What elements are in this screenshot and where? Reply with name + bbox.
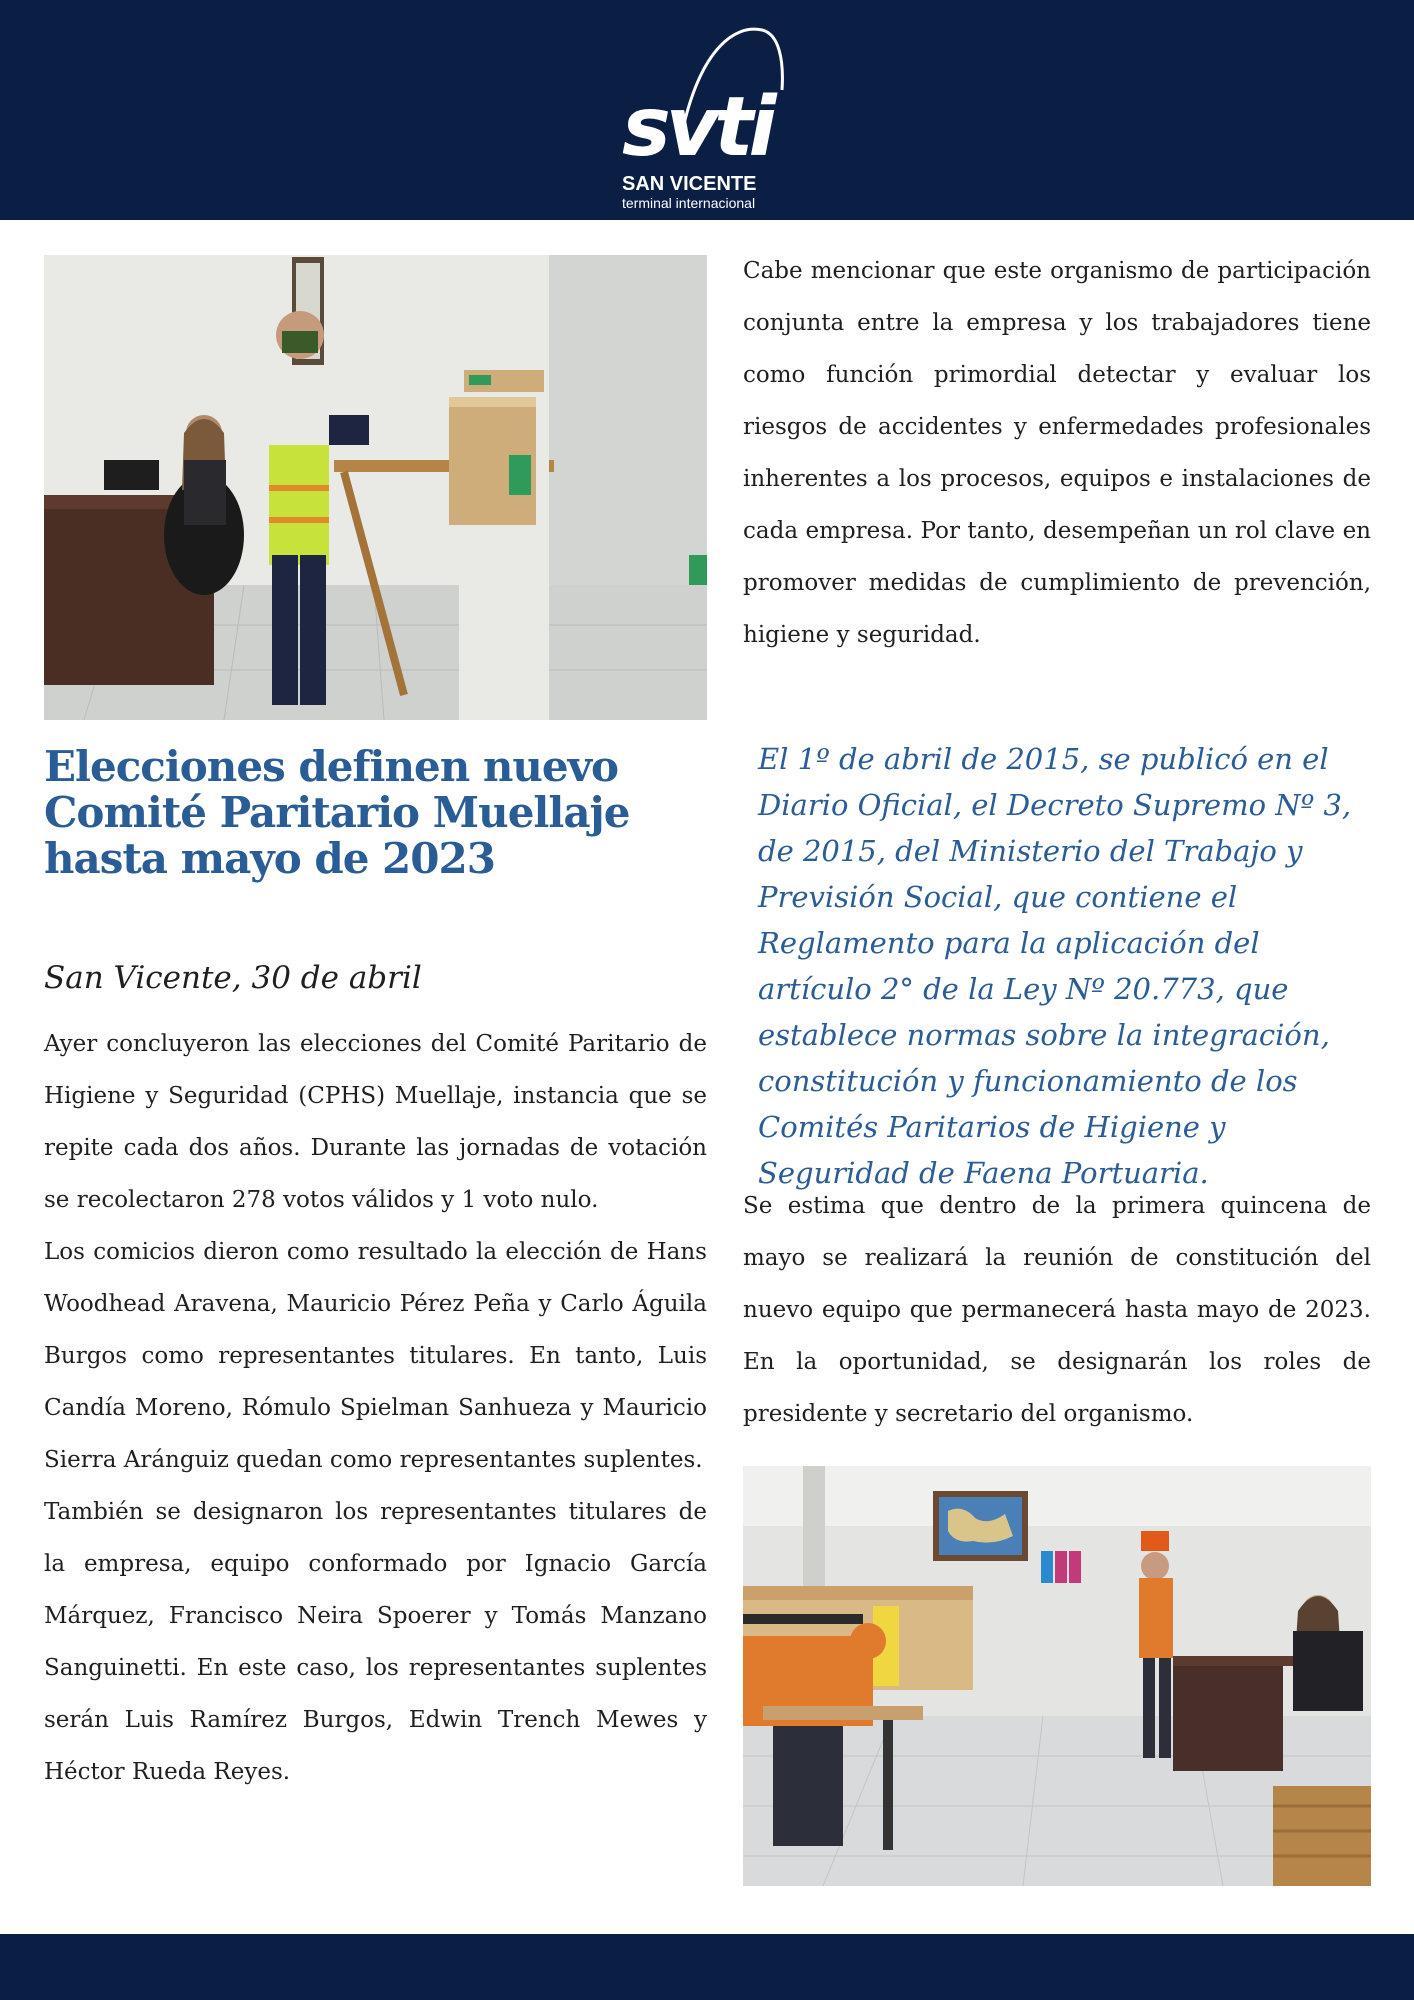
paragraph-company-representatives: También se designaron los representantes titulares de la empresa, equipo conformado por Ignacio García Márquez, Francisco Neira Spoerer y Tomás Manzano Sanguinetti. En este caso, los representantes suplentes serán Luis Ramírez Burgos, Edwin Trench Mewes y Héctor Rueda Reyes. bbox=[44, 1499, 707, 1785]
logo-company-subtitle: terminal internacional bbox=[622, 195, 756, 211]
paragraph-next-meeting: Se estima que dentro de la primera quincena de mayo se realizará la reunión de constitución del nuevo equipo que permanecerá hasta mayo de 2023. En la oportunidad, se designarán los roles de presidente y secretario del organismo. bbox=[743, 1193, 1371, 1427]
logo-mark: svti bbox=[622, 80, 772, 175]
pull-quote: El 1º de abril de 2015, se publicó en el Diario Oficial, el Decreto Supremo Nº 3, de 2015, del Ministerio del Trabajo y Previsión Social, que contiene el Reglamento para la aplicación del artículo 2° de la Ley Nº 20.773, que establece normas sobre la integración, constitución y funcionamiento de los Comités Paritarios de Higiene y Seguridad de Faena Portuaria. bbox=[758, 742, 1352, 1190]
photo-voting-room bbox=[743, 1466, 1371, 1886]
company-logo bbox=[614, 20, 804, 211]
page-header bbox=[0, 0, 1414, 220]
right-column-body-top bbox=[743, 245, 1371, 661]
photo-voting-ballot-box bbox=[44, 255, 707, 720]
paragraph-committee-function: Cabe mencionar que este organismo de participación conjunta entre la empresa y los trabajadores tiene como función primordial detectar y evaluar los riesgos de accidentes y enfermedades profesionales inherentes a los procesos, equipos e instalaciones de cada empresa. Por tanto, desempeñan un rol clave en promover medidas de cumplimiento de prevención, higiene y seguridad. bbox=[743, 258, 1371, 648]
page-footer bbox=[0, 1934, 1414, 2000]
left-column-body bbox=[44, 1018, 707, 1798]
article-headline: Elecciones definen nuevo Comité Paritario Muellaje hasta mayo de 2023 bbox=[44, 742, 630, 883]
right-column-body-bottom bbox=[743, 1180, 1371, 1440]
paragraph-election-results: Ayer concluyeron las elecciones del Comité Paritario de Higiene y Seguridad (CPHS) Muellaje, instancia que se repite cada dos años. Durante las jornadas de votación se recolectaron 278 votos válidos y 1 voto nulo. bbox=[44, 1031, 707, 1213]
article-dateline: San Vicente, 30 de abril bbox=[44, 960, 422, 996]
paragraph-elected-workers: Los comicios dieron como resultado la elección de Hans Woodhead Aravena, Mauricio Pérez Peña y Carlo Águila Burgos como representantes titulares. En tanto, Luis Candía Moreno, Rómulo Spielman Sanhueza y Mauricio Sierra Aránguiz quedan como representantes suplentes. bbox=[44, 1239, 707, 1473]
logo-company-name: SAN VICENTE bbox=[622, 173, 757, 195]
